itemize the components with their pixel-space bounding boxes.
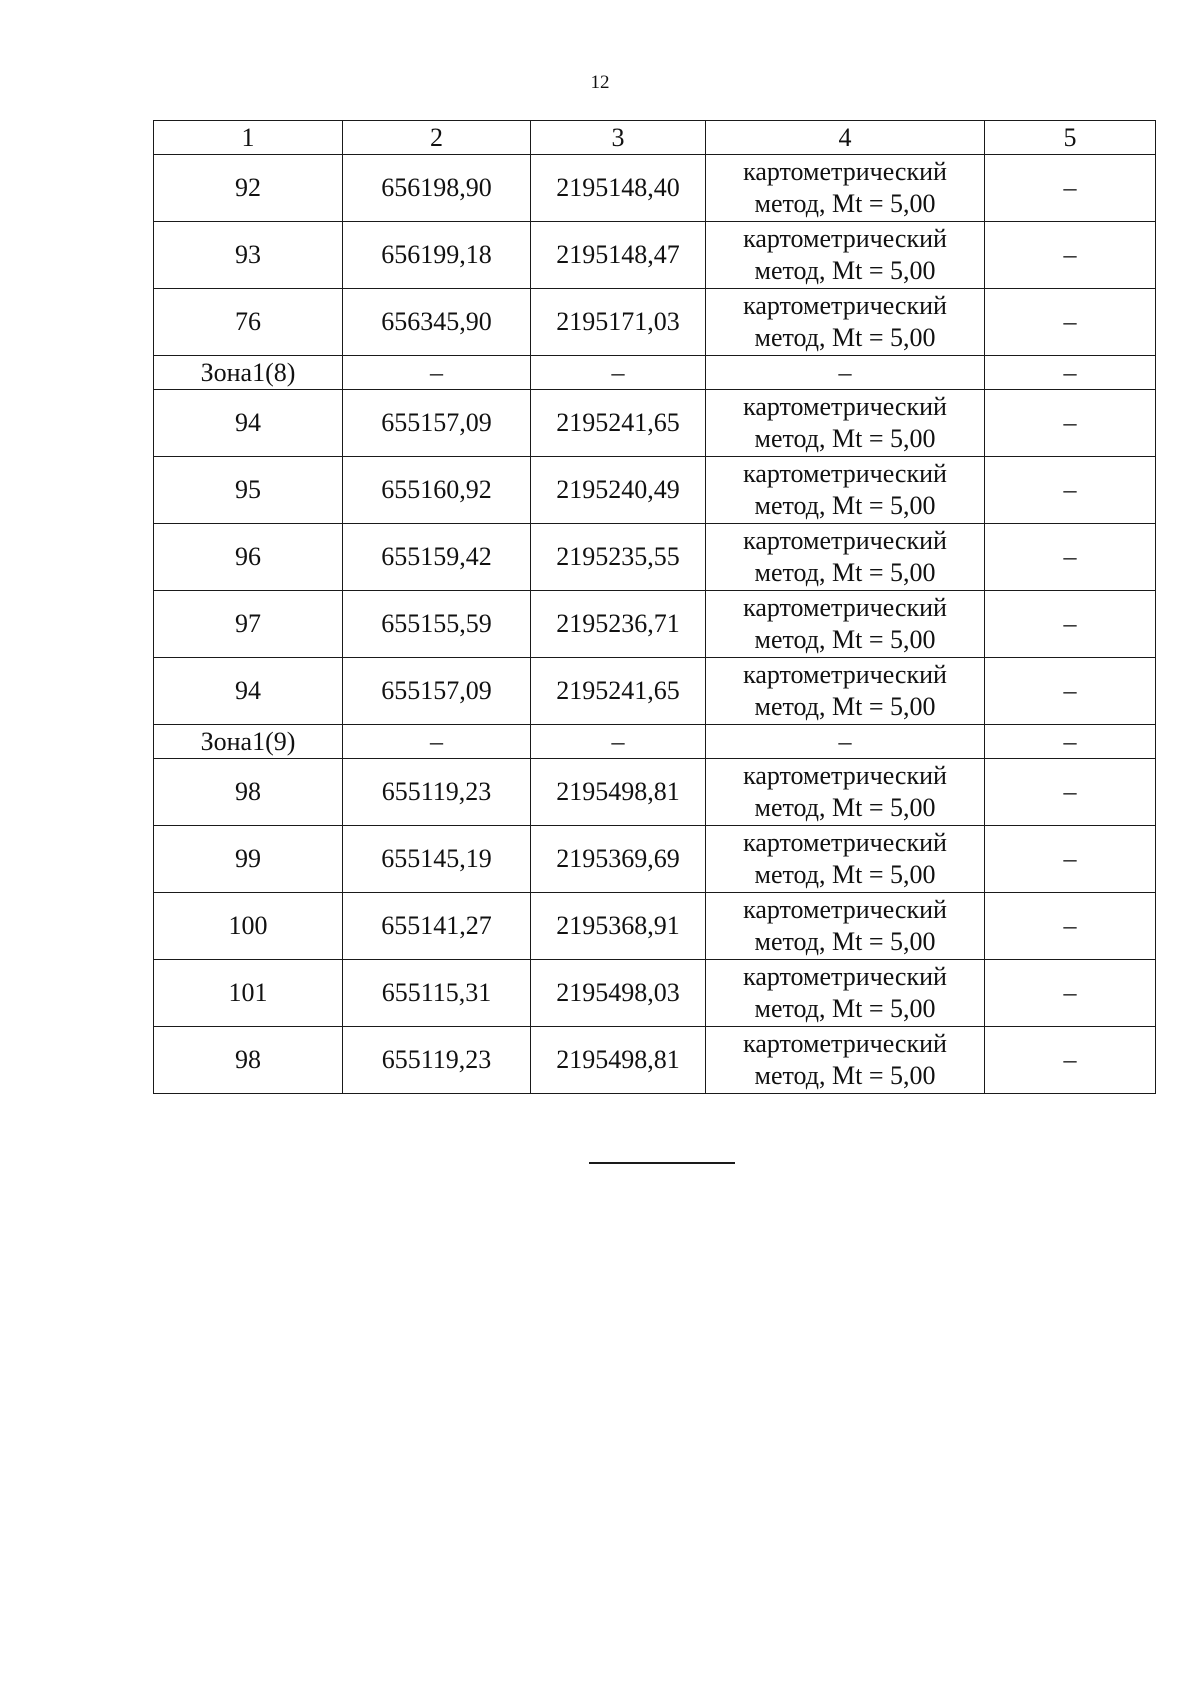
zone-cell: – bbox=[985, 725, 1156, 759]
point-number: 101 bbox=[154, 960, 343, 1027]
point-number: 94 bbox=[154, 390, 343, 457]
point-number: 94 bbox=[154, 658, 343, 725]
table-row bbox=[154, 524, 1156, 591]
table-row bbox=[154, 289, 1156, 356]
coordinate-y: 2195148,40 bbox=[531, 155, 706, 222]
method-accuracy: метод, Mt = 5,00 bbox=[754, 323, 936, 352]
coordinate-y: 2195369,69 bbox=[531, 826, 706, 893]
header-cell: 2 bbox=[343, 121, 531, 155]
method-name: картометрический bbox=[743, 761, 947, 790]
method-name: картометрический bbox=[743, 828, 947, 857]
zone-row bbox=[154, 725, 1156, 759]
coordinate-y: 2195241,65 bbox=[531, 390, 706, 457]
method-cell bbox=[706, 289, 985, 356]
table-row bbox=[154, 155, 1156, 222]
method-cell bbox=[706, 524, 985, 591]
description-cell: – bbox=[985, 524, 1156, 591]
method-name: картометрический bbox=[743, 1029, 947, 1058]
point-number: 92 bbox=[154, 155, 343, 222]
zone-label: Зона1(8) bbox=[154, 356, 343, 390]
method-accuracy: метод, Mt = 5,00 bbox=[754, 256, 936, 285]
point-number: 98 bbox=[154, 1027, 343, 1094]
method-cell bbox=[706, 222, 985, 289]
method-cell bbox=[706, 759, 985, 826]
page-number: 12 bbox=[590, 72, 610, 93]
description-cell: – bbox=[985, 893, 1156, 960]
zone-cell: – bbox=[343, 725, 531, 759]
method-accuracy: метод, Mt = 5,00 bbox=[754, 625, 936, 654]
end-divider bbox=[589, 1162, 735, 1164]
method-cell bbox=[706, 457, 985, 524]
table-row bbox=[154, 390, 1156, 457]
coordinate-y: 2195498,81 bbox=[531, 759, 706, 826]
method-accuracy: метод, Mt = 5,00 bbox=[754, 558, 936, 587]
coordinate-x: 656345,90 bbox=[343, 289, 531, 356]
method-name: картометрический bbox=[743, 291, 947, 320]
coordinate-x: 655160,92 bbox=[343, 457, 531, 524]
coordinate-y: 2195241,65 bbox=[531, 658, 706, 725]
method-cell bbox=[706, 960, 985, 1027]
coordinate-x: 655157,09 bbox=[343, 658, 531, 725]
zone-cell: – bbox=[985, 356, 1156, 390]
coordinate-y: 2195236,71 bbox=[531, 591, 706, 658]
method-cell bbox=[706, 1027, 985, 1094]
coordinate-x: 655141,27 bbox=[343, 893, 531, 960]
point-number: 98 bbox=[154, 759, 343, 826]
coordinate-y: 2195235,55 bbox=[531, 524, 706, 591]
header-cell: 3 bbox=[531, 121, 706, 155]
coordinate-x: 656198,90 bbox=[343, 155, 531, 222]
coordinate-y: 2195240,49 bbox=[531, 457, 706, 524]
description-cell: – bbox=[985, 1027, 1156, 1094]
description-cell: – bbox=[985, 155, 1156, 222]
table-row bbox=[154, 960, 1156, 1027]
method-accuracy: метод, Mt = 5,00 bbox=[754, 927, 936, 956]
method-name: картометрический bbox=[743, 660, 947, 689]
coordinate-x: 655119,23 bbox=[343, 759, 531, 826]
method-cell bbox=[706, 893, 985, 960]
method-accuracy: метод, Mt = 5,00 bbox=[754, 424, 936, 453]
coordinate-x: 655157,09 bbox=[343, 390, 531, 457]
description-cell: – bbox=[985, 826, 1156, 893]
table-row bbox=[154, 591, 1156, 658]
description-cell: – bbox=[985, 759, 1156, 826]
coordinate-x: 655115,31 bbox=[343, 960, 531, 1027]
description-cell: – bbox=[985, 222, 1156, 289]
table-row bbox=[154, 222, 1156, 289]
coordinate-x: 655145,19 bbox=[343, 826, 531, 893]
method-accuracy: метод, Mt = 5,00 bbox=[754, 189, 936, 218]
point-number: 93 bbox=[154, 222, 343, 289]
coordinate-y: 2195498,81 bbox=[531, 1027, 706, 1094]
method-accuracy: метод, Mt = 5,00 bbox=[754, 860, 936, 889]
header-cell: 5 bbox=[985, 121, 1156, 155]
method-name: картометрический bbox=[743, 459, 947, 488]
header-cell: 4 bbox=[706, 121, 985, 155]
header-cell: 1 bbox=[154, 121, 343, 155]
table-row bbox=[154, 1027, 1156, 1094]
method-name: картометрический bbox=[743, 224, 947, 253]
zone-cell: – bbox=[706, 725, 985, 759]
coordinate-x: 655155,59 bbox=[343, 591, 531, 658]
table-row bbox=[154, 658, 1156, 725]
coordinate-x: 656199,18 bbox=[343, 222, 531, 289]
method-accuracy: метод, Mt = 5,00 bbox=[754, 491, 936, 520]
coordinates-table bbox=[153, 120, 1156, 1094]
description-cell: – bbox=[985, 457, 1156, 524]
point-number: 76 bbox=[154, 289, 343, 356]
zone-cell: – bbox=[531, 356, 706, 390]
method-accuracy: метод, Mt = 5,00 bbox=[754, 994, 936, 1023]
method-cell bbox=[706, 155, 985, 222]
method-name: картометрический bbox=[743, 157, 947, 186]
coordinate-x: 655159,42 bbox=[343, 524, 531, 591]
description-cell: – bbox=[985, 390, 1156, 457]
method-accuracy: метод, Mt = 5,00 bbox=[754, 1061, 936, 1090]
method-name: картометрический bbox=[743, 392, 947, 421]
table-header-row bbox=[154, 121, 1156, 155]
method-name: картометрический bbox=[743, 593, 947, 622]
point-number: 97 bbox=[154, 591, 343, 658]
method-cell bbox=[706, 390, 985, 457]
point-number: 100 bbox=[154, 893, 343, 960]
table-row bbox=[154, 457, 1156, 524]
zone-cell: – bbox=[343, 356, 531, 390]
method-name: картометрический bbox=[743, 526, 947, 555]
method-accuracy: метод, Mt = 5,00 bbox=[754, 793, 936, 822]
table-row bbox=[154, 759, 1156, 826]
method-name: картометрический bbox=[743, 962, 947, 991]
method-cell bbox=[706, 591, 985, 658]
method-name: картометрический bbox=[743, 895, 947, 924]
description-cell: – bbox=[985, 658, 1156, 725]
description-cell: – bbox=[985, 591, 1156, 658]
table-row bbox=[154, 893, 1156, 960]
description-cell: – bbox=[985, 960, 1156, 1027]
point-number: 99 bbox=[154, 826, 343, 893]
zone-cell: – bbox=[531, 725, 706, 759]
coordinate-y: 2195498,03 bbox=[531, 960, 706, 1027]
coordinate-y: 2195368,91 bbox=[531, 893, 706, 960]
method-cell bbox=[706, 658, 985, 725]
method-accuracy: метод, Mt = 5,00 bbox=[754, 692, 936, 721]
coordinate-y: 2195171,03 bbox=[531, 289, 706, 356]
zone-cell: – bbox=[706, 356, 985, 390]
coordinate-x: 655119,23 bbox=[343, 1027, 531, 1094]
method-cell bbox=[706, 826, 985, 893]
point-number: 96 bbox=[154, 524, 343, 591]
zone-row bbox=[154, 356, 1156, 390]
point-number: 95 bbox=[154, 457, 343, 524]
zone-label: Зона1(9) bbox=[154, 725, 343, 759]
coordinate-y: 2195148,47 bbox=[531, 222, 706, 289]
description-cell: – bbox=[985, 289, 1156, 356]
table-row bbox=[154, 826, 1156, 893]
